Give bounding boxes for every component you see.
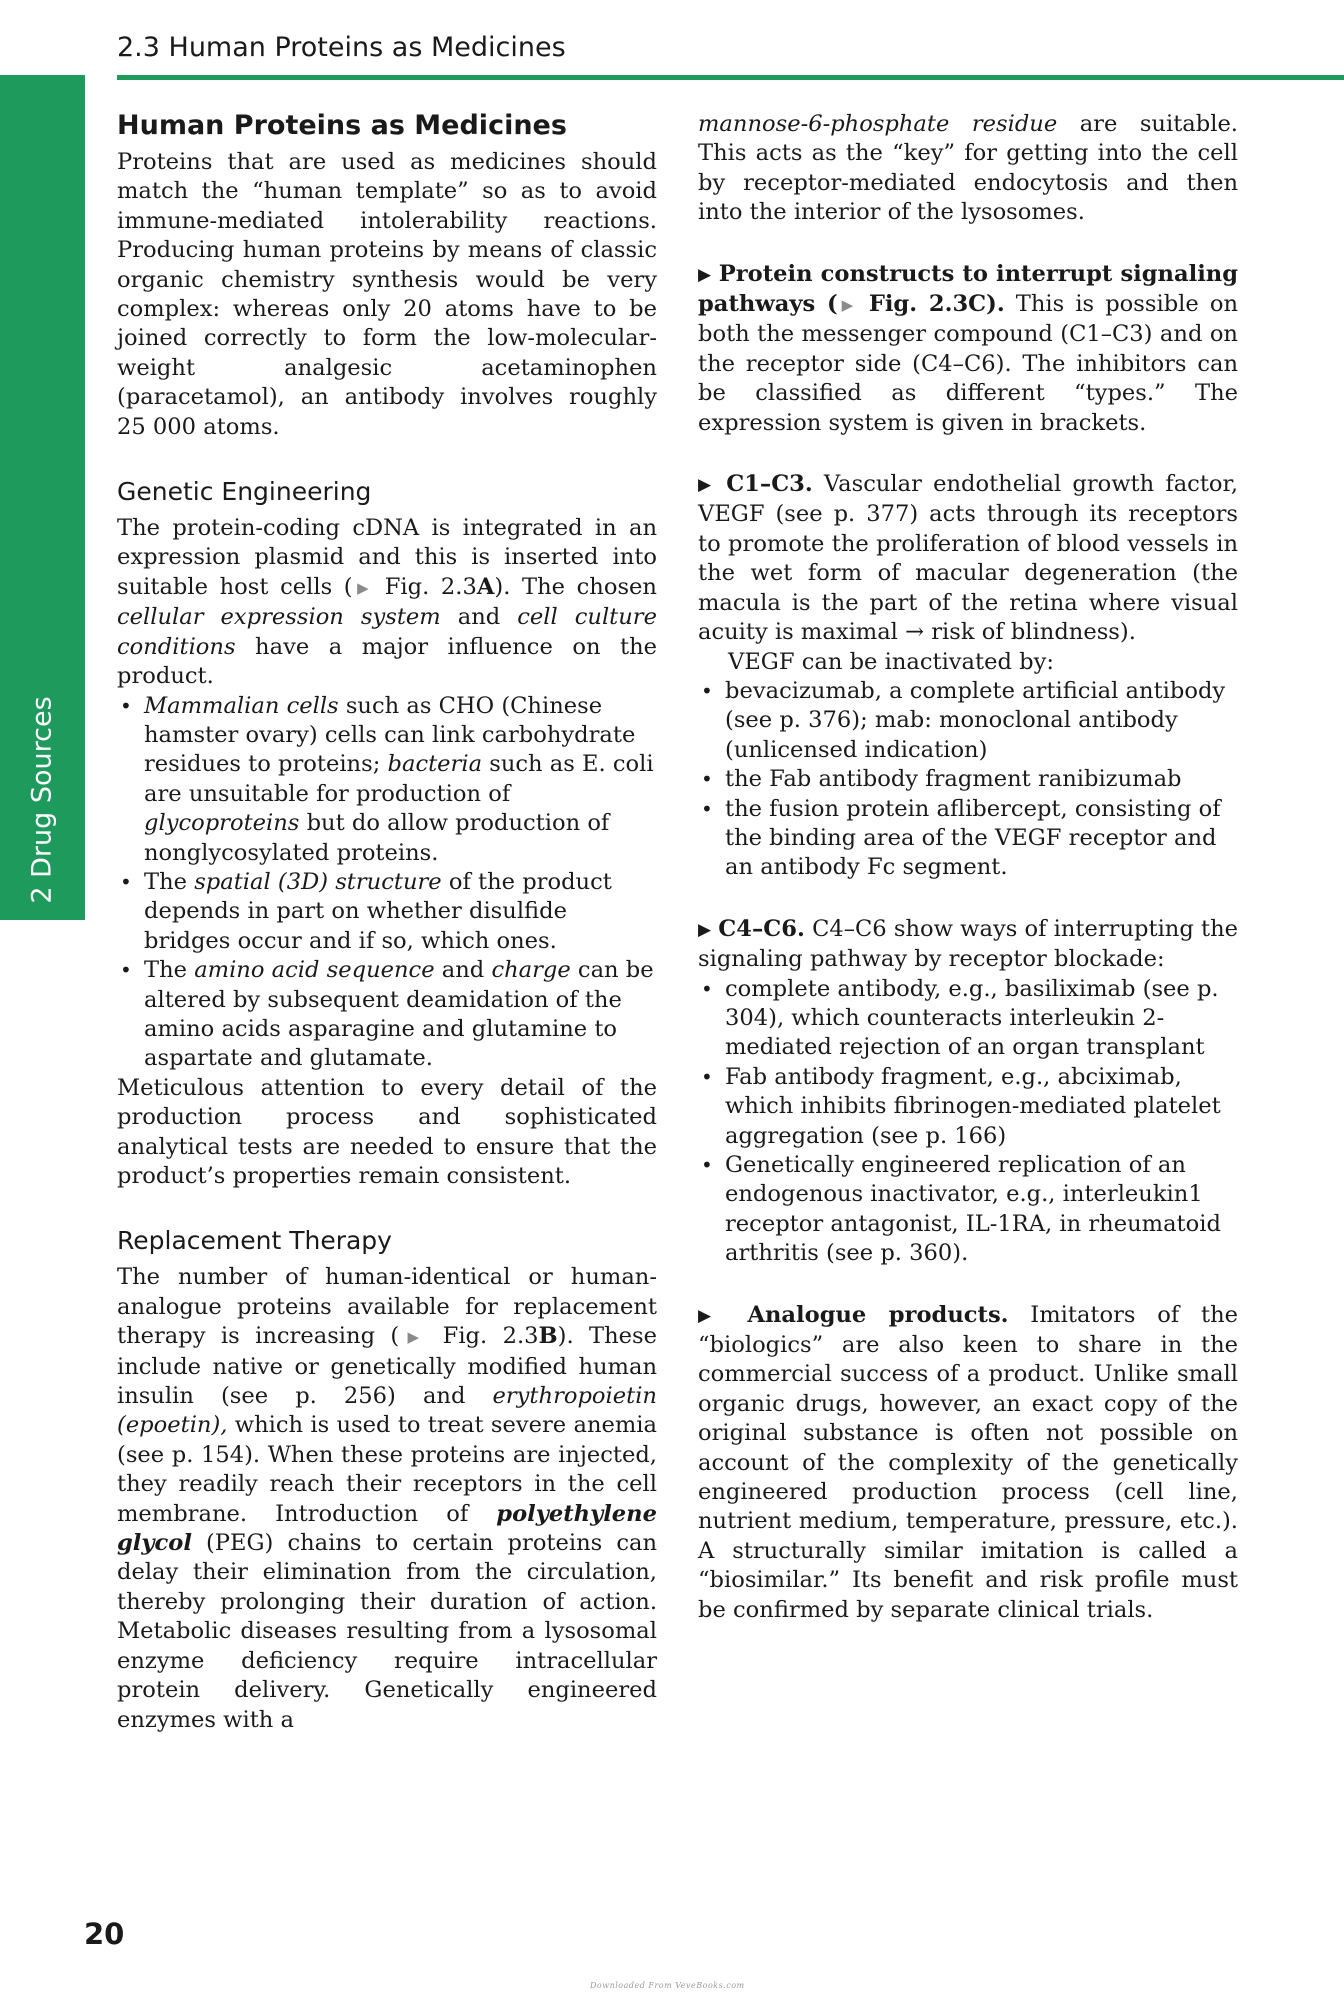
list-item: • the Fab antibody fragment ranibizumab — [698, 765, 1238, 794]
genetic-paragraph: The protein-coding cDNA is integrated in an expression plasmid and this is inserted into suitable host cells (▶ Fig. 2.3A). The chosen cellular expression system and cell culture conditions have a major influence on the product. — [117, 515, 657, 690]
section-heading: Human Proteins as Medicines — [117, 110, 567, 141]
analogue-products-paragraph: ▶ Analogue products. Imitators of the “biologics” are also keen to share in the commercial success of a product. Unlike small organic drugs, however, an exact copy of the original substance is often not possible on account of the complexity of the genetically engineered production process (cell line, nutrient medium, temperature, pressure, etc.). A structurally similar imitation is called a “biosimilar.” Its benefit and risk profile must be confirmed by separate clinical trials. — [698, 1301, 1239, 1623]
figure-reference[interactable]: Fig. 2.3B — [442, 1323, 558, 1350]
page-number: 20 — [84, 1917, 125, 1951]
triangle-icon: ▶ — [399, 1328, 428, 1347]
triangle-bullet-icon: ▶ — [698, 1305, 726, 1326]
figure-reference[interactable]: Fig. 2.3C — [868, 291, 987, 318]
triangle-bullet-icon: ▶ — [698, 264, 712, 285]
list-item: • The amino acid sequence and charge can be altered by subsequent deamidation of the amino acids asparagine and glutamine to aspartate and glutamate. — [117, 956, 657, 1074]
c4-c6-paragraph: ▶ C4–C6. C4–C6 show ways of interrupting the signaling pathway by receptor blockade: — [698, 915, 1239, 973]
right-column — [698, 110, 1238, 1625]
protein-constructs-paragraph: ▶ Protein constructs to interrupt signaling pathways (▶ Fig. 2.3C). This is possible on both the messenger compound (C1–C3) and on the receptor side (C4–C6). The inhibitors can be classified as different “types.” The expression system is given in brackets. — [698, 260, 1238, 436]
list-item: • The spatial (3D) structure of the product depends in part on whether disulfide bridges occur and if so, which ones. — [117, 868, 657, 956]
continued-paragraph: mannose-6-phosphate residue are suitable. This acts as the “key” for getting into the cell by receptor-mediated endocytosis and then into the interior of the lysosomes. — [698, 111, 1238, 226]
replacement-paragraph: The number of human-identical or human-analogue proteins available for replacement therapy is increasing (▶ Fig. 2.3B). These include native or genetically modified human insulin (see p. 256) and erythropoietin (epoetin), which is used to treat severe anemia (see p. 154). When these proteins are injected, they readily reach their receptors in the cell membrane. Introduction of polyethylene glycol (PEG) chains to certain proteins can delay their elimination from the circulation, thereby prolonging their duration of action. Metabolic diseases resulting from a lysosomal enzyme deficiency require intracellular protein delivery. Genetically engineered enzymes with a — [117, 1264, 657, 1733]
intro-paragraph: Proteins that are used as medicines should match the “human template” so as to avoid immune-mediated intolerability reactions. Producing human proteins by means of classic organic chemistry synthesis would be very complex: whereas only 20 atoms have to be joined correctly to form the low-molecular-weight analgesic acetaminophen (paracetamol), an antibody involves roughly 25 000 atoms. — [117, 149, 657, 440]
receptor-blockade-bullet-list — [698, 975, 1238, 1269]
list-item: • Genetically engineered replication of an endogenous inactivator, e.g., interleukin1 receptor antagonist, IL-1RA, in rheumatoid arthritis (see p. 360). — [698, 1151, 1238, 1269]
vegf-subheading: VEGF can be inactivated by: — [728, 648, 1054, 675]
genetic-bullet-list — [117, 692, 657, 1074]
list-item: • Mammalian cells such as CHO (Chinese hamster ovary) cells can link carbohydrate residues to proteins; bacteria such as E. coli are unsuitable for production of glycoproteins but do allow production of nonglycosylated proteins. — [117, 692, 657, 868]
list-item: • complete antibody, e.g., basiliximab (see p. 304), which counteracts interleukin 2-mediated rejection of an organ transplant — [698, 975, 1238, 1063]
header-rule — [117, 75, 1344, 80]
replacement-therapy-heading: Replacement Therapy — [117, 1226, 392, 1256]
left-column — [117, 110, 657, 1735]
list-item: • Fab antibody fragment, e.g., abciximab, which inhibits fibrinogen-mediated platelet aggregation (see p. 166) — [698, 1063, 1238, 1151]
c1-c3-paragraph: ▶ C1–C3. Vascular endothelial growth factor, VEGF (see p. 377) acts through its receptors to promote the proliferation of blood vessels in the wet form of macular degeneration (the macula is the part of the retina where visual acuity is maximal → risk of blindness). — [698, 471, 1239, 646]
triangle-icon: ▶ — [352, 578, 374, 597]
running-header: 2.3 Human Proteins as Medicines — [117, 32, 566, 63]
genetic-engineering-heading: Genetic Engineering — [117, 477, 372, 507]
chapter-tab-label: 2 Drug Sources — [26, 696, 58, 904]
list-item: • bevacizumab, a complete artificial antibody (see p. 376); mab: monoclonal antibody (unlicensed indication) — [698, 677, 1238, 765]
figure-reference[interactable]: Fig. 2.3A — [384, 573, 495, 600]
list-item: • the fusion protein aflibercept, consisting of the binding area of the VEGF receptor and an antibody Fc segment. — [698, 795, 1238, 883]
triangle-icon: ▶ — [837, 296, 858, 315]
triangle-bullet-icon: ▶ — [698, 475, 716, 496]
triangle-bullet-icon: ▶ — [698, 919, 712, 940]
vegf-bullet-list — [698, 677, 1238, 883]
genetic-closing-paragraph: Meticulous attention to every detail of the production process and sophisticated analytical tests are needed to ensure that the product’s properties remain consistent. — [117, 1074, 657, 1189]
download-watermark: Downloaded From VeveBooks.com — [590, 1981, 745, 1990]
